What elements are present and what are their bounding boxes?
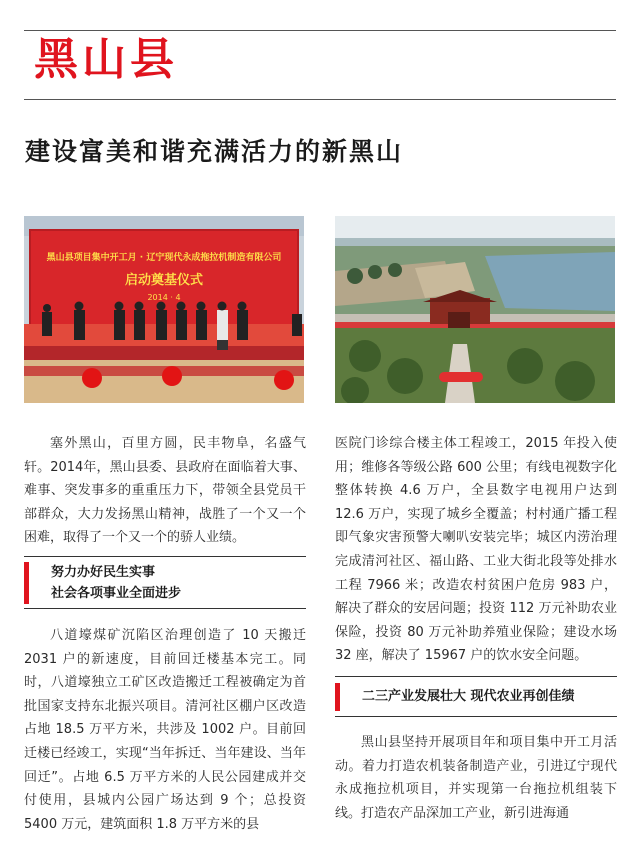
county-name: 黑山县	[34, 34, 178, 85]
column-left-body	[24, 624, 306, 836]
article-headline: 建设富美和谐充满活力的新黑山	[25, 137, 404, 166]
subhead-livelihood	[24, 562, 306, 604]
subhead1-bottom-rule	[24, 608, 306, 609]
column-right-body	[335, 432, 617, 668]
subhead-livelihood-line2: 社会各项事业全面进步	[51, 586, 182, 601]
subhead2-top-rule	[335, 676, 617, 677]
column-right-industry	[335, 731, 617, 825]
top-rule	[24, 30, 616, 31]
intro-paragraph: 塞外黑山，百里方圆，民丰物阜，名盛气轩。2014年，黑山县委、县政府在面临着大事、难事、突发事多的重重压力下，带领全县党员干部群众，大力发扬黑山精神，战胜了一个又一个困难，取得了一个又一个的骄人业绩。	[24, 436, 306, 546]
banner-line1: 黑山县项目集中开工月 · 辽宁现代永成拖拉机制造有限公司	[46, 253, 282, 263]
industry-paragraph: 黑山县坚持开展项目年和项目集中开工月活动。着力打造农机装备制造产业，引进辽宁现代永成拖拉机项目，并实现第一台拖拉机组装下线。打造农产品深加工产业，新引进海通	[335, 735, 617, 821]
photo-aerial-park	[335, 216, 615, 403]
subhead-livelihood-line1: 努力办好民生实事	[51, 565, 156, 580]
livelihood-paragraph: 八道壕煤矿沉陷区治理创造了 10 天搬迁 2031 户的新速度，目前回迁楼基本完工。同时，八道壕独立工矿区改造搬迁工程被确定为首批国家支持东北振兴项目。清河社区棚户区改造占地 18.5 万平方米，共涉及 1002 户。目前回迁楼已经竣工，实现“当年拆迁、当年建设、当年回迁”。占地 6.5 万平方米的人民公园建成并交付使用，县城内公园广场达到 9 个；总投资 5400 万元，建筑面积 1.8 万平方米的县	[24, 628, 306, 832]
header-bottom-rule	[24, 99, 616, 100]
photo-groundbreaking-ceremony	[24, 216, 304, 403]
subhead2-bottom-rule	[335, 716, 617, 717]
subhead-industry: 二三产业发展壮大 现代农业再创佳绩	[335, 683, 617, 711]
banner-date: 2014 · 4	[147, 293, 181, 302]
banner-line2: 启动奠基仪式	[124, 273, 204, 288]
livelihood-continued-paragraph: 医院门诊综合楼主体工程竣工，2015 年投入使用；维修各等级公路 600 公里；有线电视数字化整体转换 4.6 万户，全县数字电视用户达到 12.6 万户，实现了城乡全覆盖；村村通广播工程即气象灾害预警大喇叭安装完毕；城区内涝治理完成清河社区、福山路、工业大街北段等处排水工程 7966 米；改造农村贫困户危房 983 户，解决了群众的安居问题；投资 112 万元补助农业保险，投资 80 万元补助养殖业保险；建设水场 32 座，解决了 15967 户的饮水安全问题。	[335, 436, 617, 664]
column-left-intro	[24, 432, 306, 550]
subhead1-top-rule	[24, 556, 306, 557]
